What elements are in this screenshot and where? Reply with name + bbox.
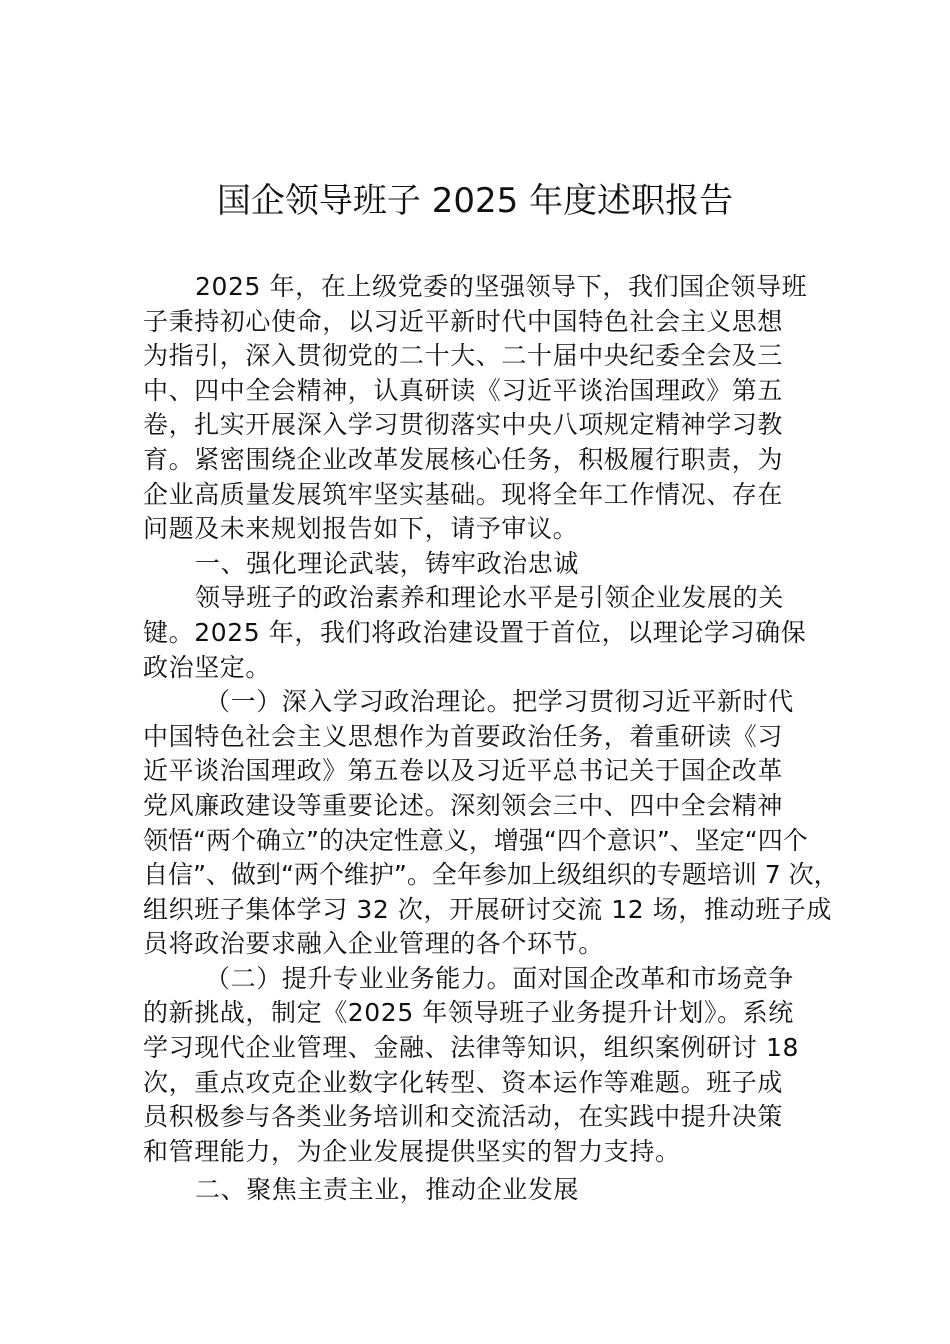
paragraph-line: 党风廉政建设等重要论述。深刻领会三中、四中全会精神 bbox=[143, 790, 784, 820]
paragraph-line: 和管理能力，为企业发展提供坚实的智力支持。 bbox=[143, 1136, 681, 1166]
paragraph-line: 员积极参与各类业务培训和交流活动，在实践中提升决策 bbox=[143, 1102, 784, 1132]
paragraph-line: 近平谈治国理政》第五卷以及习近平总书记关于国企改革 bbox=[143, 756, 784, 786]
paragraph-line: 中、四中全会精神，认真研读《习近平谈治国理政》第五 bbox=[143, 375, 784, 405]
section-heading-2: 二、聚焦主责主业，推动企业发展 bbox=[195, 1175, 580, 1205]
paragraph-line: 键。2025 年，我们将政治建设置于首位，以理论学习确保 bbox=[143, 617, 807, 647]
paragraph-line: 的新挑战，制定《2025 年领导班子业务提升计划》。系统 bbox=[143, 998, 794, 1028]
paragraph-line: 子秉持初心使命，以习近平新时代中国特色社会主义思想 bbox=[143, 306, 784, 336]
paragraph-line: 次，重点攻克企业数字化转型、资本运作等难题。班子成 bbox=[143, 1067, 784, 1097]
paragraph-line: 领悟“两个确立”的决定性意义，增强“四个意识”、坚定“四个 bbox=[143, 825, 808, 855]
paragraph-line: 育。紧密围绕企业改革发展核心任务，积极履行职责，为 bbox=[143, 444, 784, 474]
section-heading-1: 一、强化理论武装，铸牢政治忠诚 bbox=[195, 548, 580, 578]
paragraph-line: 企业高质量发展筑牢坚实基础。现将全年工作情况、存在 bbox=[143, 479, 784, 509]
paragraph-line: 中国特色社会主义思想作为首要政治任务，着重研读《习 bbox=[143, 721, 784, 751]
paragraph-line: 卷，扎实开展深入学习贯彻落实中央八项规定精神学习教 bbox=[143, 410, 784, 440]
paragraph-line: 2025 年，在上级党委的坚强领导下，我们国企领导班 bbox=[195, 272, 808, 301]
paragraph-line: 政治坚定。 bbox=[143, 652, 272, 682]
document-body bbox=[143, 270, 839, 1208]
subsection-line: （二）提升专业业务能力。面对国企改革和市场竞争 bbox=[205, 963, 794, 993]
paragraph-line: 员将政治要求融入企业管理的各个环节。 bbox=[143, 929, 604, 959]
paragraph-line: 领导班子的政治素养和理论水平是引领企业发展的关 bbox=[195, 583, 784, 613]
paragraph-line: 组织班子集体学习 32 次，开展研讨交流 12 场，推动班子成 bbox=[143, 894, 833, 924]
subsection-line: （一）深入学习政治理论。把学习贯彻习近平新时代 bbox=[205, 687, 794, 717]
document-title: 国企领导班子 2025 年度述职报告 bbox=[216, 181, 734, 221]
paragraph-line: 为指引，深入贯彻党的二十大、二十届中央纪委全会及三 bbox=[143, 341, 784, 371]
paragraph-line: 自信”、做到“两个维护”。全年参加上级组织的专题培训 7 次， bbox=[143, 860, 839, 890]
paragraph-line: 学习现代企业管理、金融、法律等知识，组织案例研讨 18 bbox=[143, 1033, 799, 1063]
paragraph-line: 问题及未来规划报告如下，请予审议。 bbox=[143, 514, 579, 544]
